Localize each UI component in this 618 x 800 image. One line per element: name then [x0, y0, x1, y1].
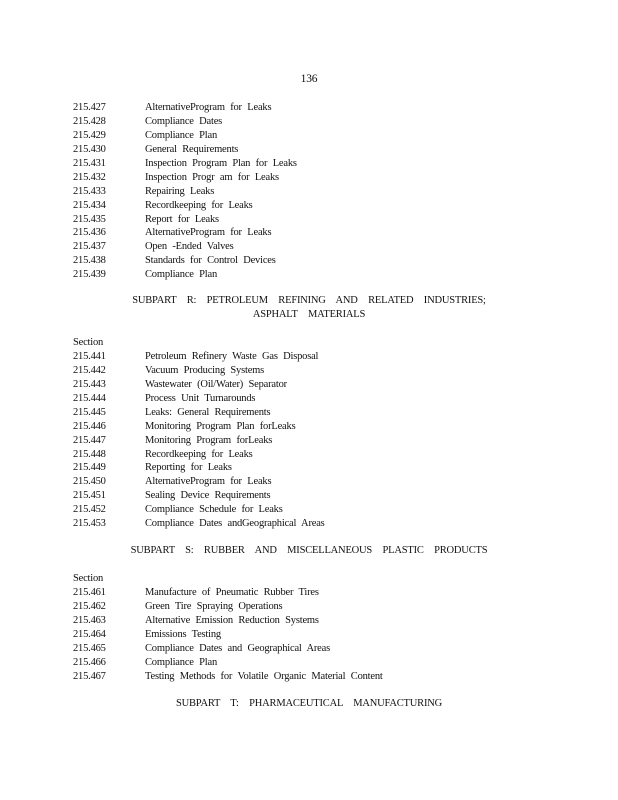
section-title: Repairing Leaks [145, 185, 215, 197]
section-number: 215.433 [73, 185, 106, 197]
section-title: AlternativeProgram for Leaks [145, 227, 272, 239]
list-item [73, 143, 543, 157]
section-number: 215.451 [73, 490, 106, 502]
subpart-t-heading: SUBPART T: PHARMACEUTICAL MANUFACTURING [175, 698, 443, 709]
list-item [73, 101, 543, 115]
list-item [73, 185, 543, 199]
section-number: 215.439 [73, 269, 106, 281]
section-number: 215.465 [73, 642, 106, 654]
section-title: Compliance Plan [145, 656, 218, 668]
list-item [73, 268, 543, 282]
list-item [73, 586, 543, 600]
section-title: Compliance Schedule for Leaks [145, 504, 283, 516]
section-number: 215.441 [73, 350, 106, 362]
section-number: 215.449 [73, 462, 106, 474]
list-item [73, 420, 543, 434]
list-item [73, 115, 543, 129]
list-item [73, 157, 543, 171]
section-title: Compliance Plan [145, 269, 218, 281]
list-item [73, 434, 543, 448]
section-title: Reporting for Leaks [145, 462, 232, 474]
section-number: 215.442 [73, 364, 106, 376]
section-number: 215.432 [73, 171, 106, 183]
section-title: Inspection Progr am for Leaks [145, 171, 279, 183]
list-item [73, 628, 543, 642]
section-number: 215.430 [73, 143, 106, 155]
section-number: 215.446 [73, 420, 106, 432]
subpart-s-heading: SUBPART S: RUBBER AND MISCELLANEOUS PLASTIC PRODUCTS [130, 545, 488, 556]
list-item [73, 213, 543, 227]
section-number: 215.461 [73, 586, 106, 598]
section-number: 215.444 [73, 392, 106, 404]
list-item [73, 600, 543, 614]
list-item [73, 199, 543, 213]
section-list-subpart-s [73, 572, 543, 684]
list-item [73, 448, 543, 462]
list-item [73, 614, 543, 628]
section-title: Compliance Dates and Geographical Areas [145, 642, 330, 654]
subpart-r-heading-line2: ASPHALT MATERIALS [252, 309, 366, 320]
section-title: Process Unit Turnarounds [145, 392, 256, 404]
section-title: Compliance Plan [145, 129, 218, 141]
section-number: 215.462 [73, 600, 106, 612]
section-title: Open -Ended Valves [145, 241, 234, 253]
section-number: 215.453 [73, 518, 106, 530]
section-title: Recordkeeping for Leaks [145, 199, 253, 211]
section-number: 215.427 [73, 102, 106, 113]
section-list-subpart-r [73, 336, 543, 531]
section-number: 215.463 [73, 614, 106, 626]
section-number: 215.437 [73, 241, 106, 253]
section-number: 215.436 [73, 227, 106, 239]
list-item [73, 670, 543, 684]
list-item [73, 461, 543, 475]
section-title: AlternativeProgram for Leaks [145, 102, 272, 113]
section-number: 215.434 [73, 199, 106, 211]
section-label: Section [73, 337, 104, 348]
page-number: 136 [300, 73, 318, 85]
section-number: 215.443 [73, 378, 106, 390]
section-number: 215.431 [73, 157, 106, 169]
list-item [73, 240, 543, 254]
section-title: Alternative Emission Reduction Systems [145, 614, 319, 626]
section-title: Leaks: General Requirements [145, 406, 271, 418]
section-number: 215.429 [73, 129, 106, 141]
section-title: Report for Leaks [145, 213, 219, 225]
list-item [73, 254, 543, 268]
list-item [73, 171, 543, 185]
section-title: Recordkeeping for Leaks [145, 448, 253, 460]
list-item [73, 517, 543, 531]
list-item [73, 475, 543, 489]
section-title: Sealing Device Requirements [145, 490, 271, 502]
section-number: 215.435 [73, 213, 106, 225]
list-item [73, 406, 543, 420]
section-title: Standards for Control Devices [145, 255, 276, 267]
section-title: General Requirements [145, 143, 239, 155]
section-number: 215.445 [73, 406, 106, 418]
section-number: 215.466 [73, 656, 106, 668]
section-title: Monitoring Program forLeaks [145, 434, 273, 446]
list-item [73, 656, 543, 670]
section-title: Petroleum Refinery Waste Gas Disposal [145, 350, 319, 362]
section-title: Monitoring Program Plan forLeaks [145, 420, 296, 432]
list-item [73, 489, 543, 503]
section-number: 215.428 [73, 115, 106, 127]
section-number: 215.464 [73, 628, 106, 640]
section-title: Emissions Testing [145, 628, 221, 640]
section-number: 215.467 [73, 670, 106, 682]
section-title: Testing Methods for Volatile Organic Material Content [145, 670, 383, 682]
section-title: Compliance Dates [145, 115, 223, 127]
section-number: 215.448 [73, 448, 106, 460]
section-title: Wastewater (Oil/Water) Separator [145, 378, 287, 390]
subpart-r-heading: SUBPART R: PETROLEUM REFINING AND RELATED INDUSTRIES; [132, 295, 486, 306]
list-item [73, 392, 543, 406]
section-number: 215.452 [73, 504, 106, 516]
section-title: Vacuum Producing Systems [145, 364, 265, 376]
section-title: Manufacture of Pneumatic Rubber Tires [145, 586, 319, 598]
section-number: 215.438 [73, 255, 106, 267]
list-item [73, 364, 543, 378]
section-title: Compliance Dates andGeographical Areas [145, 518, 325, 530]
section-label: Section [73, 573, 104, 584]
list-item [73, 642, 543, 656]
section-title: Inspection Program Plan for Leaks [145, 157, 297, 169]
list-item [73, 129, 543, 143]
section-number: 215.447 [73, 434, 106, 446]
section-title: AlternativeProgram for Leaks [145, 476, 272, 488]
list-item [73, 350, 543, 364]
list-item [73, 378, 543, 392]
section-number: 215.450 [73, 476, 106, 488]
section-title: Green Tire Spraying Operations [145, 600, 283, 612]
section-list-subpart-q [73, 101, 543, 282]
list-item [73, 503, 543, 517]
list-item [73, 226, 543, 240]
